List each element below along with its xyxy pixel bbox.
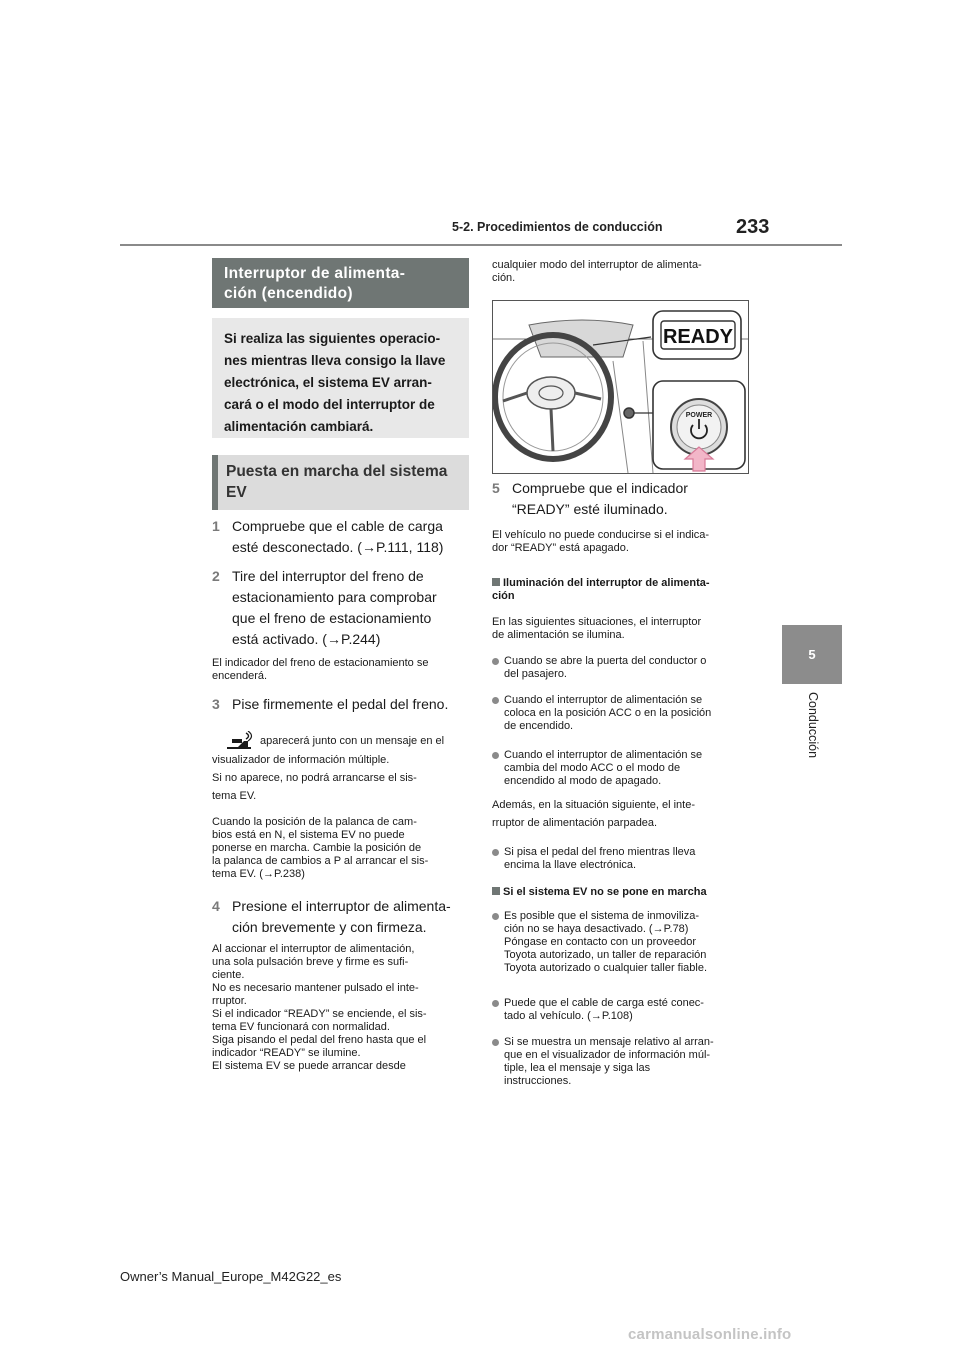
note-line: No es necesario mantener pulsado el inte-	[212, 982, 419, 994]
step-text: Tire del interruptor del freno de	[232, 568, 424, 584]
bullet-line: encendido al modo de apagado.	[504, 775, 662, 787]
square-bullet-icon	[492, 578, 500, 586]
note-step-2	[212, 657, 474, 683]
bullet-dot-icon	[492, 752, 499, 759]
note-line: Si el indicador “READY” se enciende, el sis-	[212, 1008, 427, 1020]
bullet-dot-icon	[492, 849, 499, 856]
bullet-line: Toyota autorizado o cualquier taller fiable.	[504, 962, 708, 974]
note-line: encenderá.	[212, 670, 268, 682]
bullet-line: Si se muestra un mensaje relativo al arran-	[504, 1036, 714, 1048]
info-line: Si realiza las siguientes operacio-	[224, 331, 441, 346]
note-step-4	[212, 943, 474, 1073]
note-line: Al accionar el interruptor de alimentación,	[212, 943, 415, 955]
heading-line: Interruptor de alimenta-	[224, 265, 406, 282]
chapter-label-text: Conducción	[806, 692, 820, 759]
note-line: rruptor.	[212, 995, 247, 1007]
bullet-line: ción no se haya desactivado. (→P.78)	[504, 923, 689, 935]
header-divider	[120, 244, 842, 246]
bullet-dot-icon	[492, 913, 499, 920]
bullet-line: Si pisa el pedal del freno mientras lleva	[504, 846, 696, 858]
ready-indicator-label: READY	[662, 326, 734, 348]
step-number: 2	[212, 568, 220, 584]
note-step-3	[212, 731, 474, 805]
note-line: una sola pulsación breve y firme es sufi-	[212, 956, 409, 968]
heading-line: Puesta en marcha del sistema	[226, 463, 448, 480]
heading-line: ción (encendido)	[224, 285, 353, 302]
heading-start-ev	[212, 455, 469, 510]
note-line: rruptor de alimentación parpadea.	[492, 817, 658, 829]
step-1	[212, 516, 474, 558]
info-line: nes mientras lleva consigo la llave	[224, 353, 446, 368]
step-5	[492, 478, 754, 520]
step-text: está activado. (→P.244)	[232, 631, 381, 647]
note-line: tema EV.	[212, 790, 257, 802]
bullet-line: Cuando se abre la puerta del conductor o	[504, 655, 707, 667]
list-item	[492, 846, 754, 872]
note-line: cualquier modo del interruptor de alimenta-	[492, 259, 702, 271]
bullet-dot-icon	[492, 1000, 499, 1007]
bullet-line: Cuando el interruptor de alimentación se	[504, 749, 703, 761]
section-illumination	[492, 577, 754, 603]
note-line: En las siguientes situaciones, el interruptor	[492, 616, 702, 628]
note-line: Siga pisando el pedal del freno hasta que el	[212, 1034, 427, 1046]
section-title-line: ción	[492, 590, 515, 602]
note-line: Cuando la posición de la palanca de cam-	[212, 816, 417, 828]
info-line: alimentación cambiará.	[224, 419, 374, 434]
step-3	[212, 694, 474, 715]
step-text: estacionamiento para comprobar	[232, 589, 437, 605]
note-line: Además, en la situación siguiente, el inte-	[492, 799, 696, 811]
dashboard-illustration	[493, 301, 748, 473]
page-number: 233	[736, 216, 770, 238]
step-text: “READY” esté iluminado.	[512, 501, 668, 517]
note-line: tema EV. (→P.238)	[212, 868, 305, 880]
footer-manual-id: Owner’s Manual_Europe_M42G22_es	[120, 1269, 342, 1284]
bullet-line: Póngase en contacto con un proveedor	[504, 936, 697, 948]
list-item	[492, 694, 754, 733]
section-intro	[492, 616, 754, 642]
note-line: ponerse en marcha. Cambie la posición de	[212, 842, 422, 854]
note-line: Si no aparece, no podrá arrancarse el sis-	[212, 772, 417, 784]
bullet-dot-icon	[492, 697, 499, 704]
list-item	[492, 997, 754, 1023]
step-text: Compruebe que el indicador	[512, 480, 688, 496]
note-line: de alimentación se ilumina.	[492, 629, 625, 641]
note-line: bios está en N, el sistema EV no puede	[212, 829, 405, 841]
info-box	[212, 318, 469, 438]
bullet-dot-icon	[492, 1039, 499, 1046]
step-4	[212, 896, 474, 938]
step-2	[212, 566, 474, 650]
list-item	[492, 1036, 754, 1088]
bullet-line: Puede que el cable de carga esté conec-	[504, 997, 704, 1009]
step-text: Pise firmemente el pedal del freno.	[232, 696, 449, 712]
bullet-line: Cuando el interruptor de alimentación se	[504, 694, 703, 706]
step-text: Presione el interruptor de alimenta-	[232, 898, 451, 914]
list-item	[492, 655, 754, 681]
watermark[interactable]: carmanualsonline.info	[628, 1326, 792, 1343]
note-line: El sistema EV se puede arrancar desde	[212, 1060, 406, 1072]
step-number: 3	[212, 696, 220, 712]
note-line: ciente.	[212, 969, 245, 981]
note-line: El indicador del freno de estacionamiento se	[212, 657, 429, 669]
section-extra	[492, 796, 754, 832]
step-text: que el freno de estacionamiento	[232, 610, 432, 626]
list-item	[492, 749, 754, 788]
bullet-line: coloca en la posición ACC o en la posición	[504, 707, 712, 719]
step-text: ción brevemente y con firmeza.	[232, 919, 427, 935]
list-item	[492, 910, 754, 975]
bullet-line: tiple, lea el mensaje y siga las	[504, 1062, 651, 1074]
note-line: indicador “READY” se ilumine.	[212, 1047, 361, 1059]
heading-power-switch	[212, 258, 469, 308]
info-line: cará o el modo del interruptor de	[224, 397, 435, 412]
continued-text	[492, 259, 754, 285]
section-title-line: Si el sistema EV no se pone en marcha	[503, 886, 707, 898]
ready-power-figure	[492, 300, 749, 474]
bullet-line: que en el visualizador de información múl-	[504, 1049, 711, 1061]
bullet-line: encima la llave electrónica.	[504, 859, 637, 871]
note-line: la palanca de cambios a P al arrancar el sis-	[212, 855, 429, 867]
brake-pedal-key-icon	[224, 731, 254, 751]
bullet-line: de encendido.	[504, 720, 574, 732]
note-step-3b	[212, 816, 474, 881]
bullet-line: tado al vehículo. (→P.108)	[504, 1010, 633, 1022]
section-title: 5-2. Procedimientos de conducción	[452, 220, 663, 234]
heading-line: EV	[226, 484, 247, 501]
bullet-dot-icon	[492, 658, 499, 665]
step-text: Compruebe que el cable de carga	[232, 518, 443, 534]
section-title-line: Iluminación del interruptor de alimenta-	[503, 577, 710, 589]
section-ev-not-start	[492, 886, 754, 899]
step-number: 1	[212, 518, 220, 534]
note-line: aparecerá junto con un mensaje en el	[260, 735, 445, 747]
info-line: electrónica, el sistema EV arran-	[224, 375, 432, 390]
step-number: 4	[212, 898, 220, 914]
bullet-line: cambia del modo ACC o el modo de	[504, 762, 681, 774]
step-number: 5	[492, 480, 500, 496]
bullet-line: instrucciones.	[504, 1075, 572, 1087]
chapter-tab[interactable]: 5	[782, 625, 842, 684]
square-bullet-icon	[492, 887, 500, 895]
power-button-label: POWER	[685, 412, 713, 419]
step-text: esté desconectado. (→P.111, 118)	[232, 539, 444, 555]
note-step-5	[492, 529, 754, 555]
note-line: tema EV funcionará con normalidad.	[212, 1021, 390, 1033]
bullet-line: del pasajero.	[504, 668, 567, 680]
note-line: dor “READY” está apagado.	[492, 542, 629, 554]
chapter-side-label	[784, 692, 844, 772]
bullet-line: Toyota autorizado, un taller de reparación	[504, 949, 707, 961]
note-line: ción.	[492, 272, 516, 284]
bullet-line: Es posible que el sistema de inmoviliza-	[504, 910, 700, 922]
note-line: El vehículo no puede conducirse si el indica-	[492, 529, 710, 541]
note-line: visualizador de información múltiple.	[212, 754, 390, 766]
